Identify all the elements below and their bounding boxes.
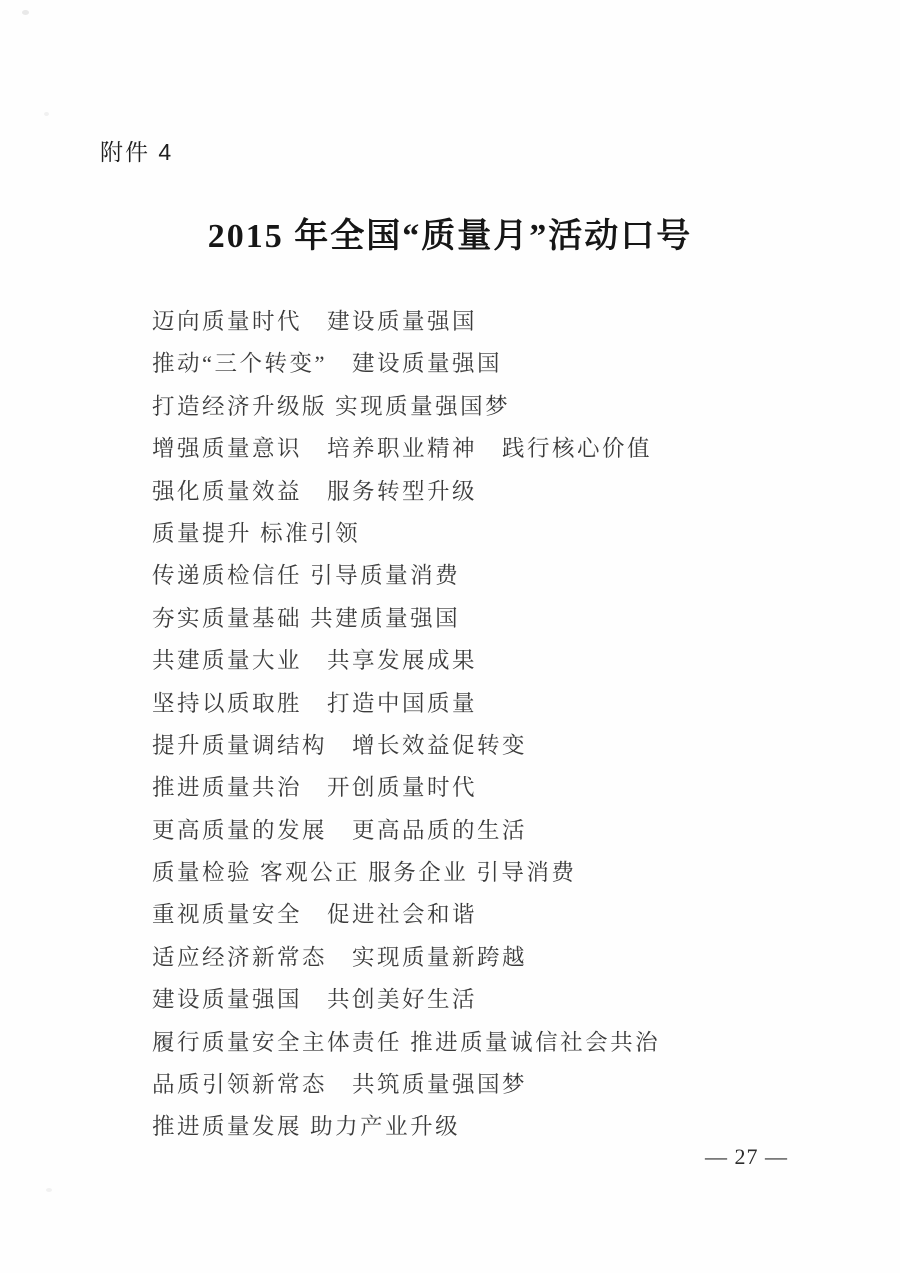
slogan-line: 更高质量的发展 更高品质的生活 bbox=[152, 817, 528, 843]
slogan-line: 适应经济新常态 实现质量新跨越 bbox=[152, 944, 528, 970]
slogan-line: 履行质量安全主体责任 推进质量诚信社会共治 bbox=[152, 1029, 661, 1055]
slogan-line: 坚持以质取胜 打造中国质量 bbox=[152, 690, 478, 716]
scan-speck bbox=[46, 1188, 52, 1192]
slogan-line: 增强质量意识 培养职业精神 践行核心价值 bbox=[152, 436, 653, 462]
page-number: — 27 — bbox=[705, 1144, 788, 1169]
slogan-line: 推进质量共治 开创质量时代 bbox=[152, 775, 478, 801]
scan-speck bbox=[22, 10, 29, 15]
scan-speck bbox=[44, 112, 49, 116]
slogan-line: 传递质检信任 引导质量消费 bbox=[152, 563, 461, 589]
slogan-line: 品质引领新常态 共筑质量强国梦 bbox=[152, 1072, 528, 1098]
slogan-line: 提升质量调结构 增长效益促转变 bbox=[152, 732, 528, 758]
slogan-line: 建设质量强国 共创美好生活 bbox=[152, 987, 478, 1013]
slogan-line: 重视质量安全 促进社会和谐 bbox=[152, 902, 478, 928]
attachment-label: 附件 4 bbox=[100, 139, 174, 165]
slogan-line: 质量提升 标准引领 bbox=[152, 520, 361, 546]
slogan-line: 推动“三个转变” 建设质量强国 bbox=[152, 351, 502, 377]
slogan-line: 打造经济升级版 实现质量强国梦 bbox=[152, 393, 511, 419]
slogan-line: 迈向质量时代 建设质量强国 bbox=[152, 309, 478, 334]
slogan-line: 夯实质量基础 共建质量强国 bbox=[152, 605, 461, 631]
slogan-line: 质量检验 客观公正 服务企业 引导消费 bbox=[152, 860, 577, 886]
slogan-line: 强化质量效益 服务转型升级 bbox=[152, 478, 478, 504]
slogan-line: 共建质量大业 共享发展成果 bbox=[152, 648, 478, 674]
slogan-list bbox=[152, 301, 852, 1149]
slogan-line: 推进质量发展 助力产业升级 bbox=[152, 1114, 461, 1140]
page-title: 2015 年全国“质量月”活动口号 bbox=[207, 218, 693, 255]
